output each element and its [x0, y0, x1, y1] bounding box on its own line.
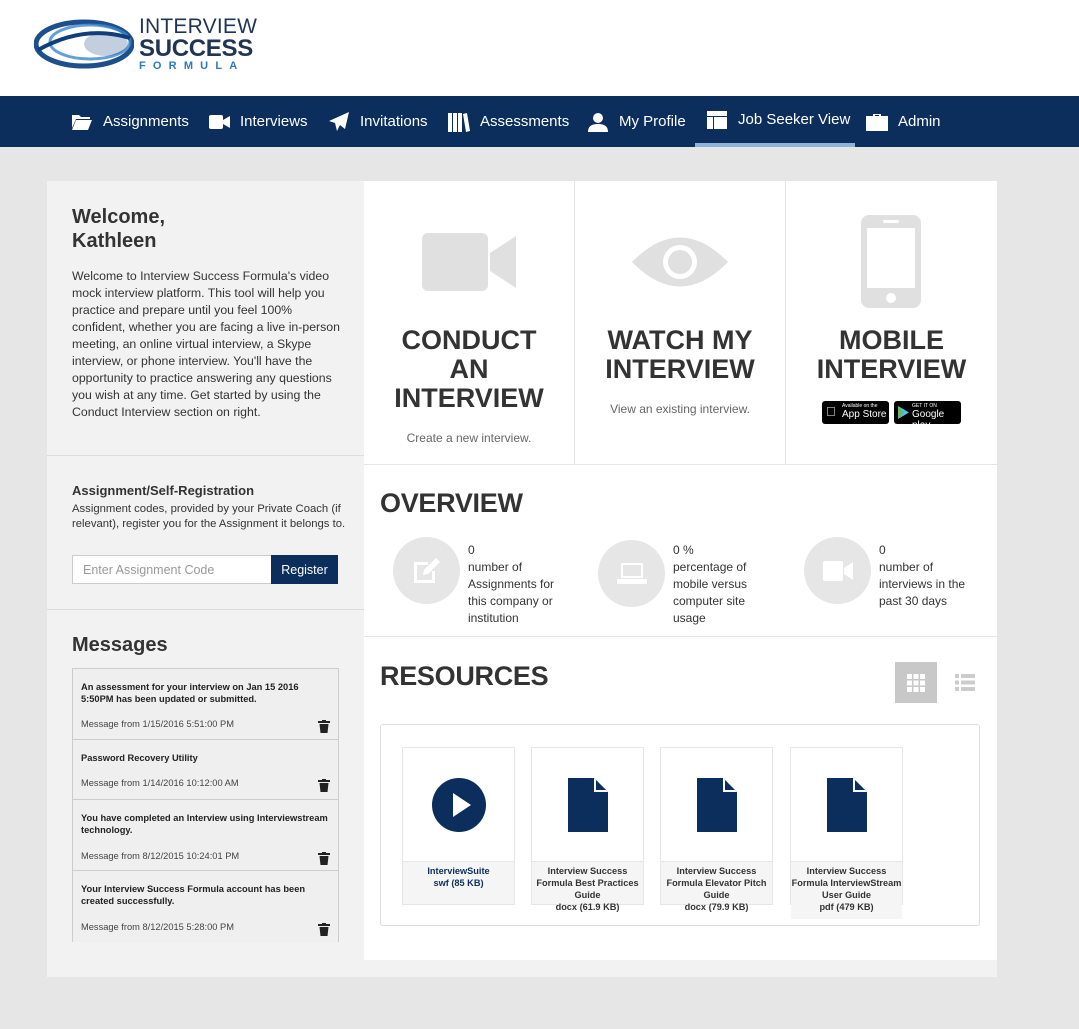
resource-item[interactable] [402, 747, 515, 905]
welcome-text: Welcome to Interview Success Formula's video mock interview platform. This tool will help you practice and prepare until you feel 100% confident, whether you are facing a live in-person meeting, an online virtual interview, a Skype interview, or phone interview. You'll have the opportunity to practice answering any questions you wish at any time. Get started by using the Conduct Interview section on right. [72, 269, 340, 419]
file-icon [827, 778, 867, 832]
message-item[interactable] [73, 740, 338, 800]
resource-name: Interview Success Formula Elevator Pitch Guide [666, 866, 767, 900]
app-store-badge[interactable]: Available on the App Store [822, 401, 889, 424]
assignment-description: Assignment codes, provided by your Private Coach (if relevant), register you for the Assignment it belongs to. [72, 503, 346, 530]
tile-title: MOBILE INTERVIEW [816, 325, 967, 384]
tile-title: CONDUCT AN INTERVIEW [394, 325, 544, 413]
trash-icon[interactable] [318, 923, 330, 936]
resource-item[interactable] [531, 747, 644, 912]
resource-meta: docx (61.9 KB) [555, 902, 620, 912]
play-icon [432, 778, 486, 832]
resources-title: RESOURCES [380, 661, 549, 691]
divider [364, 636, 997, 637]
message-text: You have completed an Interview using Interviewstream technology. [81, 813, 328, 835]
divider [47, 455, 364, 456]
message-date: Message from 8/12/2015 10:24:01 PM [81, 851, 240, 861]
user-icon [587, 111, 609, 133]
assignment-title: Assignment/Self-Registration [72, 483, 255, 498]
trash-icon[interactable] [318, 852, 330, 865]
overview-title: OVERVIEW [380, 488, 523, 518]
messages-list [72, 668, 339, 942]
laptop-icon [617, 563, 647, 585]
main-nav [0, 96, 1079, 147]
nav-job-seeker-view[interactable] [695, 96, 855, 147]
swoosh-logo-icon [34, 14, 134, 74]
apple-icon [826, 404, 836, 419]
divider [47, 609, 364, 610]
trash-icon[interactable] [318, 779, 330, 792]
welcome-heading [72, 205, 272, 253]
resource-meta: docx (79.9 KB) [684, 902, 749, 912]
tile-subtitle: View an existing interview. [610, 402, 750, 416]
nav-label: Interviews [240, 113, 308, 130]
resource-meta: swf (85 KB) [433, 878, 484, 888]
conduct-interview-tile[interactable] [364, 181, 575, 465]
message-item[interactable] [73, 669, 338, 740]
overview-icon-circle [598, 540, 665, 607]
google-play-badge[interactable]: GET IT ON Google play [894, 401, 961, 424]
overview-icon-circle [804, 537, 871, 604]
nav-label: Admin [898, 113, 941, 130]
header [0, 0, 1079, 96]
welcome-line1: Welcome, [72, 206, 165, 228]
nav-admin[interactable] [866, 96, 941, 147]
video-camera-icon [422, 233, 516, 291]
resource-item[interactable] [790, 747, 903, 912]
resource-name: InterviewSuite [427, 866, 490, 876]
message-date: Message from 1/15/2016 5:51:00 PM [81, 719, 234, 729]
main-content [364, 181, 997, 960]
nav-invitations[interactable] [328, 96, 428, 147]
video-camera-icon [823, 561, 853, 581]
overview-value: 0 [468, 543, 475, 557]
logo[interactable] [34, 14, 258, 74]
logo-line2: SUCCESS [139, 35, 253, 62]
layout-icon [706, 109, 728, 131]
folder-icon [71, 111, 93, 133]
briefcase-icon [866, 111, 888, 133]
tile-title: WATCH MY INTERVIEW [605, 325, 755, 384]
trash-icon[interactable] [318, 720, 330, 733]
resource-item[interactable] [660, 747, 773, 912]
message-item[interactable] [73, 871, 338, 942]
grid-icon [907, 674, 925, 692]
paper-plane-icon [328, 111, 350, 133]
overview-label: number of interviews in the past 30 days [879, 560, 966, 608]
message-date: Message from 8/12/2015 5:28:00 PM [81, 922, 234, 932]
nav-interviews[interactable] [208, 96, 308, 147]
logo-line3: FORMULA [139, 60, 245, 72]
message-item[interactable] [73, 800, 338, 871]
overview-label: percentage of mobile versus computer site usage [673, 560, 748, 625]
books-icon [448, 111, 470, 133]
sidebar [47, 181, 364, 977]
overview-label: number of Assignments for this company or institution [468, 560, 555, 625]
message-date: Message from 1/14/2016 10:12:00 AM [81, 778, 239, 788]
message-text: An assessment for your interview on Jan 15 2016 5:50PM has been updated or submitted. [81, 682, 299, 704]
nav-label: My Profile [619, 113, 686, 130]
tile-subtitle: Create a new interview. [406, 431, 532, 445]
welcome-user-name: Kathleen [72, 230, 157, 252]
nav-label: Job Seeker View [738, 111, 851, 128]
file-icon [568, 778, 608, 832]
register-button[interactable]: Register [271, 555, 338, 584]
edit-icon [412, 557, 442, 585]
resources-grid [380, 724, 980, 926]
video-camera-icon [208, 111, 230, 133]
overview-value: 0 [879, 543, 886, 557]
resource-name: Interview Success Formula Best Practices Guide [536, 866, 639, 900]
assignment-code-input[interactable] [72, 555, 271, 584]
list-view-toggle[interactable] [944, 662, 986, 703]
overview-icon-circle [393, 537, 460, 604]
eye-icon [632, 233, 728, 291]
nav-label: Invitations [360, 113, 428, 130]
message-text: Password Recovery Utility [81, 753, 198, 763]
mobile-interview-tile[interactable] [786, 181, 997, 465]
nav-assessments[interactable] [448, 96, 569, 147]
resource-meta: pdf (479 KB) [819, 902, 874, 912]
dashboard-card [47, 181, 997, 977]
messages-title: Messages [72, 634, 168, 656]
nav-label: Assignments [103, 113, 189, 130]
nav-label: Assessments [480, 113, 570, 130]
resource-name: Interview Success Formula InterviewStream User Guide [791, 866, 902, 900]
message-text: Your Interview Success Formula account has been created successfully. [81, 884, 306, 906]
google-play-icon [898, 406, 909, 419]
list-icon [955, 674, 975, 691]
nav-my-profile[interactable] [587, 96, 686, 147]
watch-interview-tile[interactable] [575, 181, 786, 465]
logo-line1: INTERVIEW [139, 15, 258, 38]
smartphone-icon [861, 215, 921, 308]
nav-assignments[interactable] [71, 96, 189, 147]
grid-view-toggle[interactable] [895, 662, 937, 703]
file-icon [697, 778, 737, 832]
card-footer [364, 960, 997, 977]
overview-value: 0 % [673, 543, 694, 557]
